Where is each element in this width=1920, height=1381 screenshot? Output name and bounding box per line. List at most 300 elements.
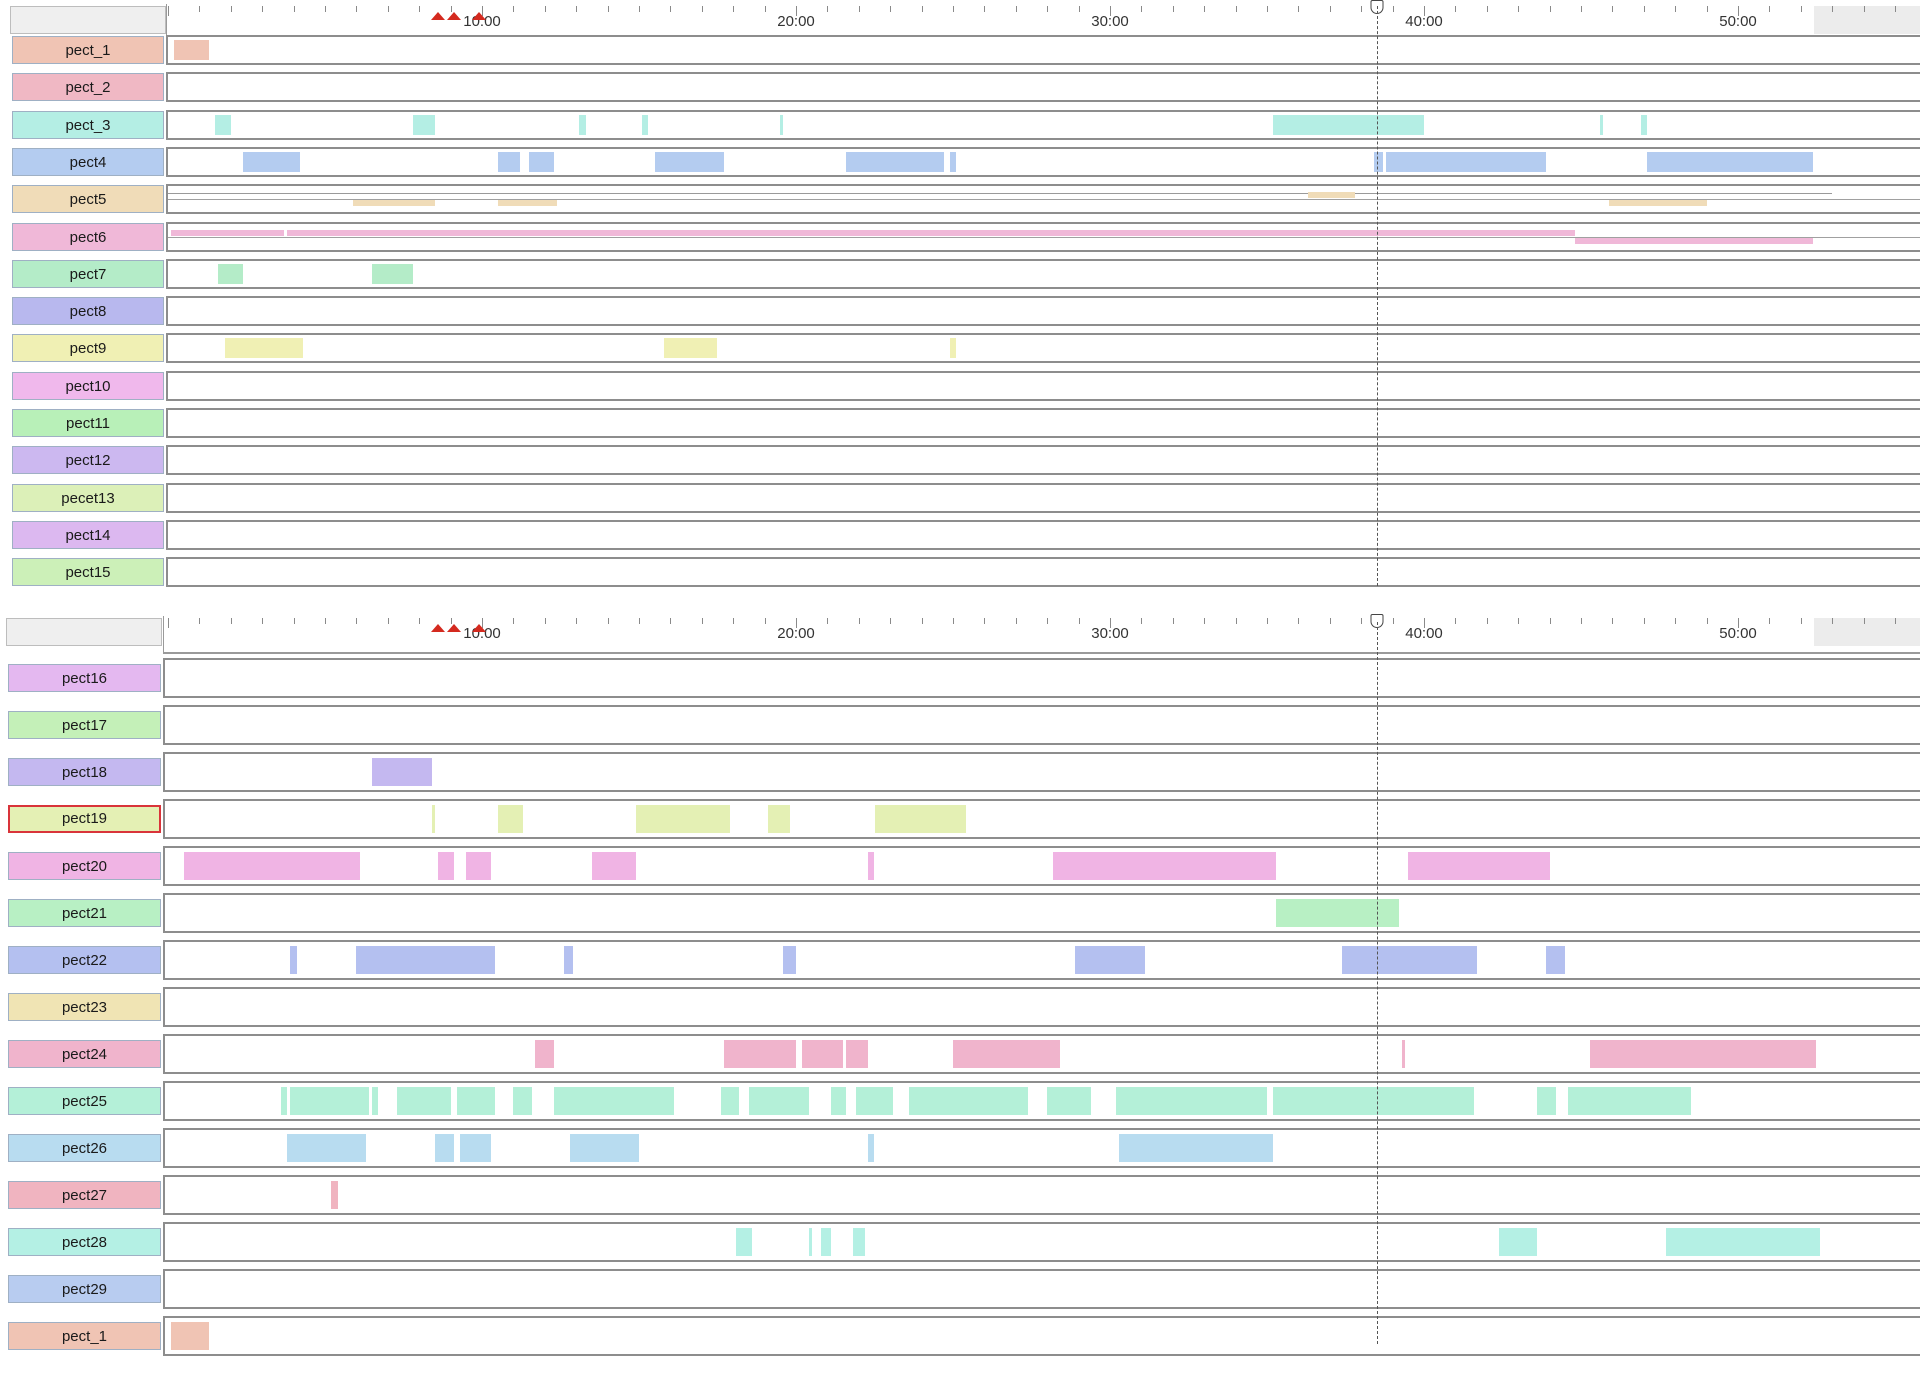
ruler-tick <box>1330 6 1331 12</box>
track-row <box>0 184 1920 214</box>
annotation-segment[interactable] <box>950 152 956 172</box>
ruler-tick <box>1141 6 1142 12</box>
ruler-time-label: 10:00 <box>463 13 501 30</box>
track-row <box>0 1222 1920 1262</box>
annotation-segment[interactable] <box>802 1040 843 1068</box>
annotation-segment[interactable] <box>243 152 300 172</box>
track-lane[interactable] <box>163 658 1920 698</box>
ruler-tick <box>765 6 766 12</box>
annotation-segment[interactable] <box>174 40 209 60</box>
ruler-tick <box>1832 618 1833 624</box>
annotation-segment[interactable] <box>1119 1134 1273 1162</box>
annotation-segment[interactable] <box>1308 192 1355 198</box>
annotation-segment[interactable] <box>768 805 790 833</box>
track-label-pect24[interactable]: pect24 <box>8 1040 161 1068</box>
annotation-segment[interactable] <box>1273 115 1424 135</box>
ruler-tick <box>168 618 169 628</box>
track-row <box>0 333 1920 363</box>
annotation-segment[interactable] <box>1273 1087 1474 1115</box>
track-lane[interactable] <box>166 520 1920 550</box>
ruler-tick <box>1518 6 1519 12</box>
ruler-tick <box>922 6 923 12</box>
track-label-pect6[interactable]: pect6 <box>12 223 164 251</box>
annotation-segment[interactable] <box>168 193 1832 194</box>
ruler-tick <box>1801 618 1802 624</box>
ruler-tick <box>262 6 263 12</box>
track-lane[interactable] <box>163 752 1920 792</box>
track-label-pect14[interactable]: pect14 <box>12 521 164 549</box>
ruler-tick <box>1267 6 1268 12</box>
annotation-segment[interactable] <box>1537 1087 1556 1115</box>
ruler-tick <box>294 618 295 624</box>
ruler-tick <box>1173 6 1174 12</box>
track-lane[interactable] <box>163 893 1920 933</box>
ruler-tick <box>1675 618 1676 624</box>
ruler-tick <box>1047 618 1048 624</box>
annotation-segment[interactable] <box>721 1087 740 1115</box>
track-label-pect18[interactable]: pect18 <box>8 758 161 786</box>
ruler-tick <box>1455 618 1456 624</box>
annotation-segment[interactable] <box>1116 1087 1267 1115</box>
ruler-tick <box>953 618 954 624</box>
track-row <box>0 520 1920 550</box>
annotation-segment[interactable] <box>1075 946 1144 974</box>
track-lane[interactable] <box>166 333 1920 363</box>
ruler-tick <box>294 6 295 12</box>
annotation-segment[interactable] <box>1575 238 1814 244</box>
ruler-tick <box>419 618 420 624</box>
ruler-tick <box>1236 618 1237 624</box>
ruler-tick <box>827 618 828 624</box>
track-lane[interactable] <box>166 259 1920 289</box>
event-marker-icon[interactable] <box>447 12 461 20</box>
ruler-tick <box>859 618 860 624</box>
annotation-segment[interactable] <box>1374 152 1383 172</box>
annotation-segment[interactable] <box>457 1087 495 1115</box>
ruler-tick <box>1173 618 1174 624</box>
annotation-segment[interactable] <box>780 115 783 135</box>
track-lane[interactable] <box>163 799 1920 839</box>
ruler-tick <box>576 618 577 624</box>
annotation-segment[interactable] <box>875 805 966 833</box>
ruler-overflow-area <box>1814 6 1920 34</box>
event-marker-icon[interactable] <box>447 624 461 632</box>
ruler-tick <box>1769 618 1770 624</box>
event-marker-icon[interactable] <box>431 624 445 632</box>
track-row <box>0 799 1920 839</box>
ruler-tick <box>513 6 514 12</box>
ruler-tick <box>608 6 609 12</box>
annotation-segment[interactable] <box>749 1087 809 1115</box>
track-lane[interactable] <box>166 296 1920 326</box>
annotation-segment[interactable] <box>513 1087 532 1115</box>
track-label-pect25[interactable]: pect25 <box>8 1087 161 1115</box>
ruler-tick <box>639 6 640 12</box>
ruler-time-label: 20:00 <box>777 13 815 30</box>
annotation-segment[interactable] <box>218 264 243 284</box>
annotation-segment[interactable] <box>498 152 520 172</box>
track-label-pect10[interactable]: pect10 <box>12 372 164 400</box>
ruler-tick <box>1644 6 1645 12</box>
annotation-segment[interactable] <box>570 1134 639 1162</box>
annotation-segment[interactable] <box>846 152 943 172</box>
annotation-segment[interactable] <box>1647 152 1813 172</box>
track-lane[interactable] <box>163 1081 1920 1121</box>
ruler-tick <box>1518 618 1519 624</box>
track-label-pect9[interactable]: pect9 <box>12 334 164 362</box>
annotation-segment[interactable] <box>1047 1087 1091 1115</box>
ruler-tick <box>608 618 609 624</box>
ruler-tick <box>262 618 263 624</box>
ruler-tick <box>1016 6 1017 12</box>
ruler-tick <box>1675 6 1676 12</box>
annotation-segment[interactable] <box>853 1228 866 1256</box>
annotation-segment[interactable] <box>856 1087 894 1115</box>
ruler-time-label: 50:00 <box>1719 625 1757 642</box>
playhead-handle-icon[interactable] <box>1371 0 1384 14</box>
ruler-tick <box>1550 618 1551 624</box>
ruler-tick <box>419 6 420 12</box>
annotation-segment[interactable] <box>579 115 585 135</box>
ruler-tick <box>1236 6 1237 12</box>
ruler-time-label: 40:00 <box>1405 13 1443 30</box>
annotation-segment[interactable] <box>909 1087 1028 1115</box>
ruler-tick <box>1455 6 1456 12</box>
ruler-tick <box>1079 6 1080 12</box>
annotation-segment[interactable] <box>783 946 796 974</box>
annotation-segment[interactable] <box>372 758 432 786</box>
annotation-segment[interactable] <box>554 1087 673 1115</box>
ruler-tick <box>733 6 734 12</box>
annotation-segment[interactable] <box>529 152 554 172</box>
track-label-pect_3[interactable]: pect_3 <box>12 111 164 139</box>
track-row <box>0 893 1920 933</box>
ruler-tick <box>1612 6 1613 12</box>
ruler-tick <box>1864 618 1865 624</box>
ruler-corner <box>10 6 166 34</box>
track-lane[interactable] <box>163 846 1920 886</box>
annotation-segment[interactable] <box>664 338 717 358</box>
annotation-segment[interactable] <box>1342 946 1402 974</box>
annotation-segment[interactable] <box>636 805 730 833</box>
ruler-tick <box>702 6 703 12</box>
track-row <box>0 296 1920 326</box>
ruler-tick <box>1298 6 1299 12</box>
ruler-tick <box>388 618 389 624</box>
annotation-segment[interactable] <box>353 200 435 206</box>
annotation-segment[interactable] <box>372 1087 378 1115</box>
event-marker-icon[interactable] <box>472 12 486 20</box>
track-row <box>0 846 1920 886</box>
ruler-tick <box>1612 618 1613 624</box>
track-row <box>0 35 1920 65</box>
annotation-segment[interactable] <box>655 152 724 172</box>
ruler-tick <box>1864 6 1865 12</box>
ruler-time-label: 30:00 <box>1091 625 1129 642</box>
ruler-tick <box>1895 618 1896 624</box>
ruler-tick <box>388 6 389 12</box>
track-lane[interactable] <box>166 72 1920 102</box>
track-row <box>0 1034 1920 1074</box>
annotation-segment[interactable] <box>287 1134 366 1162</box>
ruler-time-label: 50:00 <box>1719 13 1757 30</box>
annotation-segment[interactable] <box>1402 946 1477 974</box>
track-label-pect12[interactable]: pect12 <box>12 446 164 474</box>
ruler-overflow-area <box>1814 618 1920 646</box>
track-label-pect26[interactable]: pect26 <box>8 1134 161 1162</box>
annotation-segment[interactable] <box>225 338 304 358</box>
track-label-pecet13[interactable]: pecet13 <box>12 484 164 512</box>
ruler-tick <box>1581 6 1582 12</box>
ruler-tick <box>1079 618 1080 624</box>
track-row <box>0 483 1920 513</box>
annotation-segment[interactable] <box>171 1322 209 1350</box>
ruler-tick <box>1393 618 1394 624</box>
ruler-tick <box>639 618 640 624</box>
ruler-time-label: 10:00 <box>463 625 501 642</box>
track-row <box>0 1269 1920 1309</box>
annotation-segment[interactable] <box>432 805 435 833</box>
annotation-segment[interactable] <box>868 852 874 880</box>
event-marker-icon[interactable] <box>431 12 445 20</box>
track-label-pect_1[interactable]: pect_1 <box>12 36 164 64</box>
track-label-pect28[interactable]: pect28 <box>8 1228 161 1256</box>
ruler-tick <box>859 6 860 12</box>
ruler-tick <box>231 6 232 12</box>
annotation-segment[interactable] <box>1666 1228 1820 1256</box>
track-row <box>0 1175 1920 1215</box>
annotation-segment[interactable] <box>1568 1087 1690 1115</box>
track-lane[interactable] <box>166 483 1920 513</box>
annotation-segment[interactable] <box>290 1087 369 1115</box>
track-row <box>0 987 1920 1027</box>
track-row <box>0 658 1920 698</box>
track-row <box>0 408 1920 438</box>
track-lane[interactable] <box>166 408 1920 438</box>
track-lane[interactable] <box>166 184 1920 214</box>
track-label-pect17[interactable]: pect17 <box>8 711 161 739</box>
ruler-tick <box>325 618 326 624</box>
annotation-segment[interactable] <box>535 1040 554 1068</box>
ruler-tick <box>545 6 546 12</box>
annotation-segment[interactable] <box>642 115 648 135</box>
annotation-segment[interactable] <box>1546 946 1565 974</box>
annotation-segment[interactable] <box>724 1040 796 1068</box>
track-lane[interactable] <box>163 987 1920 1027</box>
annotation-segment[interactable] <box>331 1181 337 1209</box>
ruler-tick <box>1707 618 1708 624</box>
ruler-tick <box>1769 6 1770 12</box>
track-row <box>0 222 1920 252</box>
ruler-tick <box>984 6 985 12</box>
track-lane[interactable] <box>163 1034 1920 1074</box>
track-label-pect23[interactable]: pect23 <box>8 993 161 1021</box>
ruler-tick <box>545 618 546 624</box>
ruler-tick <box>1487 618 1488 624</box>
ruler-tick <box>199 618 200 624</box>
ruler-tick <box>1707 6 1708 12</box>
track-row <box>0 705 1920 745</box>
track-label-pect5[interactable]: pect5 <box>12 185 164 213</box>
annotation-segment[interactable] <box>498 200 558 206</box>
track-label-pect27[interactable]: pect27 <box>8 1181 161 1209</box>
annotation-segment[interactable] <box>460 1134 491 1162</box>
time-ruler[interactable] <box>0 612 1920 654</box>
track-label-pect22[interactable]: pect22 <box>8 946 161 974</box>
annotation-segment[interactable] <box>1499 1228 1537 1256</box>
ruler-time-label: 20:00 <box>777 625 815 642</box>
annotation-segment[interactable] <box>356 946 494 974</box>
ruler-divider <box>163 616 164 654</box>
event-marker-icon[interactable] <box>472 624 486 632</box>
annotation-segment[interactable] <box>1402 1040 1405 1068</box>
ruler-tick <box>702 618 703 624</box>
track-lane[interactable] <box>163 1222 1920 1262</box>
annotation-segment[interactable] <box>1408 852 1549 880</box>
track-lane[interactable] <box>163 705 1920 745</box>
track-label-pect20[interactable]: pect20 <box>8 852 161 880</box>
track-row <box>0 1128 1920 1168</box>
time-ruler[interactable] <box>0 0 1920 40</box>
ruler-tick <box>1204 6 1205 12</box>
ruler-time-label: 30:00 <box>1091 13 1129 30</box>
ruler-tick <box>984 618 985 624</box>
annotation-segment[interactable] <box>831 1087 847 1115</box>
annotation-segment[interactable] <box>821 1228 830 1256</box>
ruler-tick <box>199 6 200 12</box>
track-row <box>0 371 1920 401</box>
ruler-tick <box>1267 618 1268 624</box>
ruler-tick <box>1047 6 1048 12</box>
annotation-segment[interactable] <box>564 946 573 974</box>
track-label-pect_2[interactable]: pect_2 <box>12 73 164 101</box>
track-label-pect16[interactable]: pect16 <box>8 664 161 692</box>
track-row <box>0 1081 1920 1121</box>
annotation-segment[interactable] <box>1386 152 1546 172</box>
annotation-segment[interactable] <box>438 852 454 880</box>
ruler-tick <box>670 618 671 624</box>
track-label-pect8[interactable]: pect8 <box>12 297 164 325</box>
ruler-tick <box>356 618 357 624</box>
ruler-tick <box>356 6 357 12</box>
ruler-tick <box>1361 618 1362 624</box>
annotation-segment[interactable] <box>466 852 491 880</box>
annotation-segment[interactable] <box>171 230 284 236</box>
annotation-segment[interactable] <box>184 852 360 880</box>
annotation-segment[interactable] <box>372 264 413 284</box>
ruler-tick <box>1141 618 1142 624</box>
track-row <box>0 147 1920 177</box>
annotation-segment[interactable] <box>1609 200 1706 206</box>
track-lane[interactable] <box>166 371 1920 401</box>
track-lane[interactable] <box>163 1175 1920 1215</box>
ruler-tick <box>1801 6 1802 12</box>
track-row <box>0 259 1920 289</box>
ruler-corner <box>6 618 162 646</box>
track-lane[interactable] <box>166 110 1920 140</box>
annotation-segment[interactable] <box>592 852 636 880</box>
track-lane[interactable] <box>163 1128 1920 1168</box>
ruler-tick <box>1330 618 1331 624</box>
track-row <box>0 940 1920 980</box>
annotation-segment[interactable] <box>846 1040 868 1068</box>
track-label-pect19[interactable]: pect19 <box>8 805 161 833</box>
annotation-segment[interactable] <box>287 230 1574 236</box>
annotation-segment[interactable] <box>397 1087 450 1115</box>
ruler-baseline <box>163 652 1920 654</box>
ruler-tick <box>765 618 766 624</box>
track-lane[interactable] <box>166 147 1920 177</box>
annotation-segment[interactable] <box>736 1228 752 1256</box>
track-label-pect4[interactable]: pect4 <box>12 148 164 176</box>
track-label-pect29[interactable]: pect29 <box>8 1275 161 1303</box>
ruler-tick <box>733 618 734 624</box>
track-lane[interactable] <box>166 445 1920 475</box>
track-row <box>0 752 1920 792</box>
ruler-tick <box>1644 618 1645 624</box>
annotation-segment[interactable] <box>868 1134 874 1162</box>
track-lane[interactable] <box>166 35 1920 65</box>
ruler-tick <box>1361 6 1362 12</box>
ruler-tick <box>953 6 954 12</box>
ruler-tick <box>1298 618 1299 624</box>
ruler-tick <box>827 6 828 12</box>
ruler-tick <box>1487 6 1488 12</box>
track-row <box>0 110 1920 140</box>
ruler-tick <box>1832 6 1833 12</box>
annotation-segment[interactable] <box>1590 1040 1816 1068</box>
annotation-segment[interactable] <box>809 1228 812 1256</box>
annotation-segment[interactable] <box>1600 115 1603 135</box>
annotation-segment[interactable] <box>1053 852 1276 880</box>
annotation-segment[interactable] <box>215 115 231 135</box>
annotation-segment[interactable] <box>290 946 296 974</box>
track-lane[interactable] <box>163 1269 1920 1309</box>
track-lane[interactable] <box>163 940 1920 980</box>
ruler-tick <box>168 6 169 16</box>
track-label-pect7[interactable]: pect7 <box>12 260 164 288</box>
annotation-segment[interactable] <box>413 115 435 135</box>
ruler-tick <box>670 6 671 12</box>
track-label-pect21[interactable]: pect21 <box>8 899 161 927</box>
track-row <box>0 445 1920 475</box>
annotation-segment[interactable] <box>435 1134 454 1162</box>
playhead-handle-icon[interactable] <box>1371 614 1384 628</box>
annotation-segment[interactable] <box>950 338 956 358</box>
ruler-tick <box>325 6 326 12</box>
annotation-segment[interactable] <box>1276 899 1398 927</box>
ruler-tick <box>890 618 891 624</box>
track-lane[interactable] <box>163 1316 1920 1356</box>
ruler-tick <box>890 6 891 12</box>
annotation-segment[interactable] <box>953 1040 1060 1068</box>
ruler-tick <box>513 618 514 624</box>
ruler-tick <box>1204 618 1205 624</box>
ruler-tick <box>1393 6 1394 12</box>
ruler-tick <box>922 618 923 624</box>
track-label-pect11[interactable]: pect11 <box>12 409 164 437</box>
track-lane[interactable] <box>166 222 1920 252</box>
track-label-pect_1[interactable]: pect_1 <box>8 1322 161 1350</box>
annotation-segment[interactable] <box>281 1087 287 1115</box>
annotation-segment[interactable] <box>498 805 523 833</box>
ruler-tick <box>576 6 577 12</box>
track-row <box>0 1316 1920 1356</box>
track-row <box>0 557 1920 587</box>
track-label-pect15[interactable]: pect15 <box>12 558 164 586</box>
track-lane[interactable] <box>166 557 1920 587</box>
annotation-segment[interactable] <box>1641 115 1647 135</box>
